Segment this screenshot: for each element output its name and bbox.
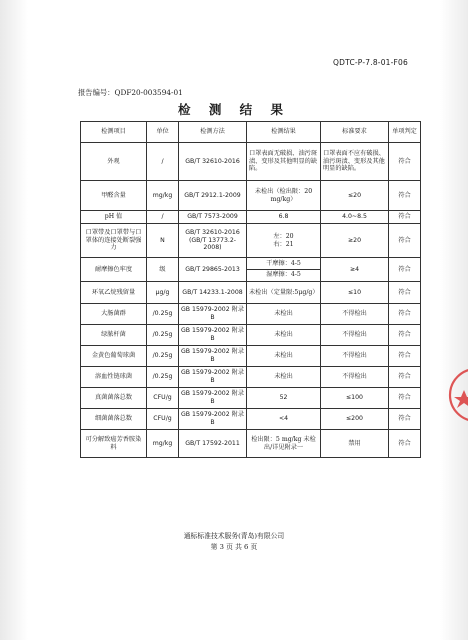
cell-method: GB/T 7573-2009 [179,211,247,224]
cell-unit: N [147,224,179,258]
table-row [81,211,421,224]
cell-standard: 不得检出 [321,304,389,325]
cell-item: 细菌菌落总数 [81,409,147,430]
cell-judgement: 符合 [389,211,421,224]
cell-result: 检出限：5 mg/kg 未检出/详见附录一 [247,430,321,458]
cell-unit: / [147,211,179,224]
table-row [81,325,421,346]
cell-method: GB/T 32610-2016 (GB/T 13773.2-2008) [179,224,247,258]
company-seal [446,350,468,440]
header-standard: 标准要求 [321,122,389,143]
cell-standard: ≥4 [321,258,389,282]
cell-unit: 级 [147,258,179,282]
result-wet-rub: 湿摩擦：4-5 [247,269,320,280]
cell-standard: ≤200 [321,409,389,430]
cell-standard: ≤20 [321,181,389,211]
cell-unit: /0.25g [147,367,179,388]
cell-unit: μg/g [147,282,179,304]
report-number: 报告编号：QDF20-003594-01 [78,88,183,97]
cell-standard: ≥20 [321,224,389,258]
cell-unit: mg/kg [147,181,179,211]
cell-unit: CFU/g [147,388,179,409]
cell-standard: 不得检出 [321,346,389,367]
cell-judgement: 符合 [389,367,421,388]
cell-item: 绿脓杆菌 [81,325,147,346]
cell-item: pH 值 [81,211,147,224]
cell-result: <4 [247,409,321,430]
cell-method: GB/T 29865-2013 [179,258,247,282]
cell-unit: /0.25g [147,304,179,325]
result-left: 左：20 [273,232,294,240]
table-row [81,367,421,388]
table-header-row [81,122,421,143]
cell-method: GB 15979-2002 附录 B [179,346,247,367]
cell-result: 未检出 [247,304,321,325]
cell-standard: ≤100 [321,388,389,409]
cell-item: 外观 [81,143,147,181]
cell-standard: 不得检出 [321,325,389,346]
cell-judgement: 符合 [389,143,421,181]
table-row [81,258,421,282]
result-dry-rub: 干摩擦：4-5 [266,260,301,268]
result-right: 右：21 [273,240,294,248]
header-result: 检测结果 [247,122,321,143]
table-row [81,304,421,325]
header-method: 检测方法 [179,122,247,143]
cell-item: 可分解致癌芳香胺染料 [81,430,147,458]
cell-result: 未检出（定量限:5μg/g） [247,282,321,304]
cell-unit: /0.25g [147,325,179,346]
cell-item: 溶血性链球菌 [81,367,147,388]
cell-item: 大肠菌群 [81,304,147,325]
cell-item: 真菌菌落总数 [81,388,147,409]
cell-item: 甲醛含量 [81,181,147,211]
cell-item: 金黄色葡萄球菌 [81,346,147,367]
cell-method: GB/T 14233.1-2008 [179,282,247,304]
cell-standard: 禁用 [321,430,389,458]
table-row [81,224,421,258]
cell-standard: ≤10 [321,282,389,304]
cell-judgement: 符合 [389,325,421,346]
cell-standard: 不得检出 [321,367,389,388]
cell-judgement: 符合 [389,430,421,458]
cell-judgement: 符合 [389,181,421,211]
table-row [81,143,421,181]
cell-judgement: 符合 [389,282,421,304]
cell-judgement: 符合 [389,409,421,430]
cell-method: GB/T 17592-2011 [179,430,247,458]
table-row [81,282,421,304]
cell-method: GB 15979-2002 附录 B [179,367,247,388]
table-row [81,430,421,458]
cell-result: 6.8 [247,211,321,224]
header-item: 检测项目 [81,122,147,143]
header-judgement: 单项判定 [389,122,421,143]
cell-judgement: 符合 [389,258,421,282]
document-code: QDTC-P-7.8-01-F06 [333,58,408,67]
cell-method: GB 15979-2002 附录 B [179,409,247,430]
cell-result: 口罩表面无破损、油污斑渍、变形及其他明显的缺陷。 [247,143,321,181]
cell-method: GB 15979-2002 附录 B [179,325,247,346]
cell-judgement: 符合 [389,304,421,325]
cell-result [247,224,321,258]
table-row [81,346,421,367]
cell-item: 耐摩擦色牢度 [81,258,147,282]
cell-item: 环氧乙烷残留量 [81,282,147,304]
table-row [81,181,421,211]
cell-unit: / [147,143,179,181]
cell-judgement: 符合 [389,346,421,367]
table-row [81,388,421,409]
cell-result: 未检出 [247,325,321,346]
cell-result: 52 [247,388,321,409]
cell-method: GB 15979-2002 附录 B [179,388,247,409]
cell-item: 口罩带及口罩带与口罩体的连接处断裂强力 [81,224,147,258]
page-title: 检 测 结 果 [177,102,291,117]
cell-judgement: 符合 [389,388,421,409]
cell-standard: 4.0~8.5 [321,211,389,224]
footer-company: 通标标准技术服务(青岛)有限公司 [183,532,285,540]
results-table [80,121,421,458]
cell-method: GB/T 2912.1-2009 [179,181,247,211]
cell-unit: mg/kg [147,430,179,458]
cell-method: GB 15979-2002 附录 B [179,304,247,325]
cell-method: GB/T 32610-2016 [179,143,247,181]
cell-unit: CFU/g [147,409,179,430]
cell-judgement: 符合 [389,224,421,258]
table-row [81,409,421,430]
cell-result: 未检出（检出限：20 mg/kg） [247,181,321,211]
cell-standard: 口罩表面不应有破损、油污斑渍、变形及其他明显的缺陷。 [321,143,389,181]
cell-unit: /0.25g [147,346,179,367]
cell-result: 未检出 [247,367,321,388]
footer-page-number: 第 3 页 共 6 页 [210,543,258,551]
header-unit: 单位 [147,122,179,143]
cell-result: 未检出 [247,346,321,367]
cell-result [247,258,321,282]
